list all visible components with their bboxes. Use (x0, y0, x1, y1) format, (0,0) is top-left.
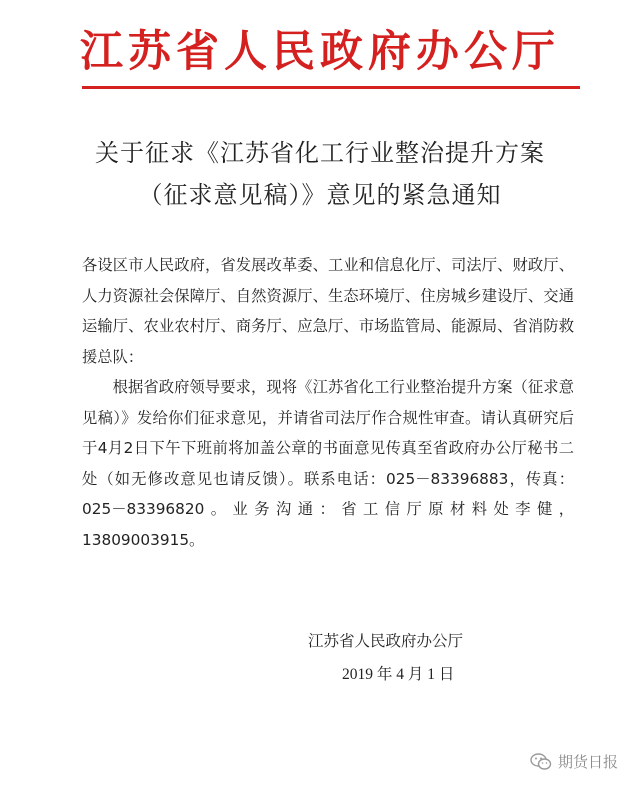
document-title (40, 132, 600, 216)
document-title-line-1: 关于征求《江苏省化工行业整治提升方案 (95, 139, 545, 167)
signature-date: 2019 年 4 月 1 日 (342, 666, 455, 683)
watermark (530, 751, 618, 772)
watermark-text: 期货日报 (557, 753, 618, 771)
header-red-rule (82, 86, 580, 89)
signature-org: 江苏省人民政府办公厅 (308, 632, 464, 650)
wechat-icon (530, 753, 552, 771)
main-paragraph: 根据省政府领导要求，现将《江苏省化工行业整治提升方案（征求意见稿）》发给你们征求意见，并请省司法厅作合规性审查。请认真研究后于4月2日下午下班前将加盖公章的书面意见传真至省政府办公厅秘书二处（如无修改意见也请反馈）。联系电话：025－83396883，传真：025－83396820。业务沟通：省工信厅原材料处李健，13809003915。 (82, 378, 574, 549)
document-body (82, 250, 574, 555)
addressee-paragraph: 各设区市人民政府，省发展改革委、工业和信息化厅、司法厅、财政厅、人力资源社会保障厅、自然资源厅、生态环境厅、住房城乡建设厅、交通运输厅、农业农村厅、商务厅、应急厅、市场监管局、能源局、省消防救援总队： (82, 256, 574, 366)
header-org-name: 江苏省人民政府办公厅 (80, 27, 560, 77)
signature-block (308, 624, 463, 692)
document-title-line-2: （征求意见稿）》意见的紧急通知 (138, 181, 502, 209)
